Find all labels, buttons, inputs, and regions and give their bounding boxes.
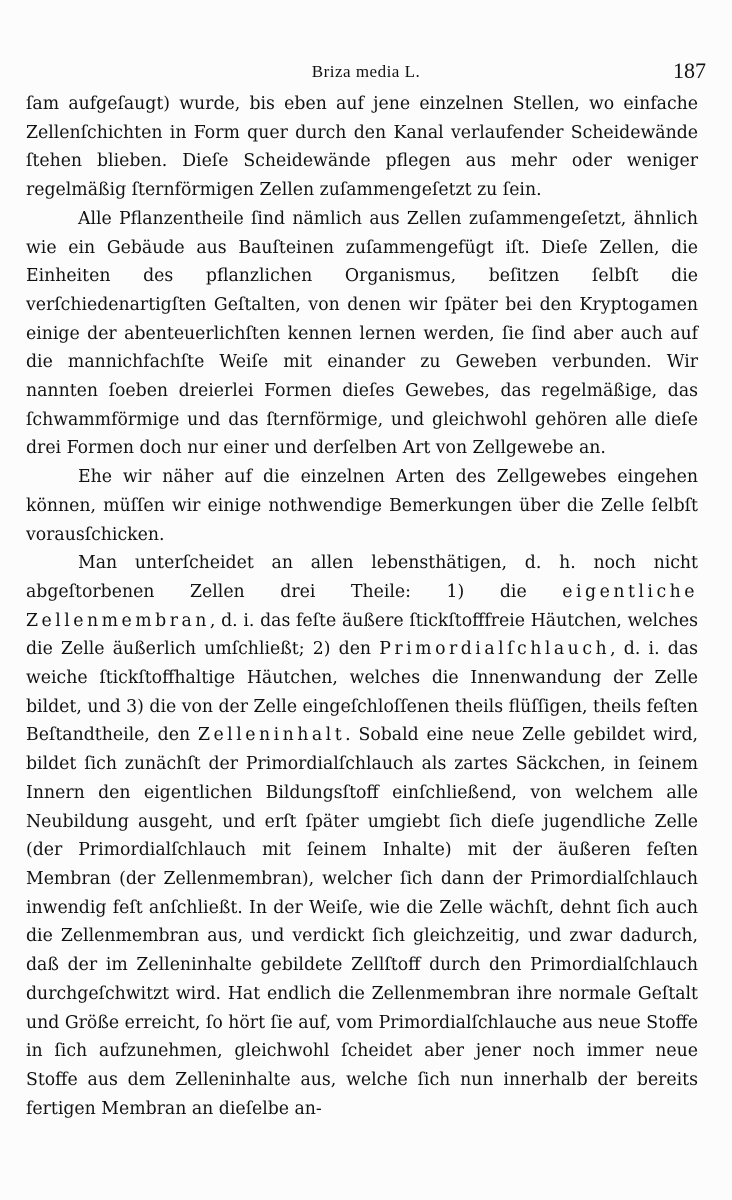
paragraph-text: Alle Pflanzentheile ſind nämlich aus Zellen zuſammengeſetzt, ähnlich wie ein Gebäude aus Bauſteinen zuſammengefügt iſt. Dieſe Zellen, die Einheiten des pflanzlichen Organismus, beſitzen ſelbſt die verſchiedenartigſten Geſtalten, von denen wir ſpäter bei den Kryptogamen einige der abenteuerlichſten kennen lernen werden, ſie ſind aber auch auf die mannichfachſte Weiſe mit einander zu Geweben verbunden. Wir nannten ſoeben dreierlei Formen dieſes Gewebes, das regelmäßige, das ſchwammförmige und das ſternförmige, und gleichwohl gehören alle dieſe drei Formen doch nur einer und derſelben Art von Zellgewebe an.: [26, 208, 698, 459]
paragraph-text: Ehe wir näher auf die einzelnen Arten des Zellgewebes eingehen können, müſſen wir einige nothwendige Bemerkungen über die Zelle ſelbſt vorausſchicken.: [26, 467, 698, 545]
paragraph-2: [26, 205, 698, 463]
paragraph-3: [26, 463, 698, 549]
spaced-term-zelleninhalt: Zelleninhalt: [197, 725, 346, 746]
page-number: 187: [673, 58, 706, 83]
paragraph-text: . Sobald eine neue Zelle gebildet wird, bildet ſich zunächſt der Primordialſchlauch als zartes Säckchen, in ſeinem Innern den eigentlichen Bildungsſtoff einſchließend, von welchem alle Neubildung ausgeht, und erſt ſpäter umgiebt ſich dieſe jugendliche Zelle (der Primordialſchlauch mit ſeinem Inhalte) mit der äußeren feſten Membran (der Zellenmembran), welcher ſich dann der Primordialſchlauch inwendig feſt anſchließt. In der Weiſe, wie die Zelle wächſt, dehnt ſich auch die Zellenmembran aus, und verdickt ſich gleichzeitig, und zwar dadurch, daß der im Zelleninhalte gebildete Zellſtoff durch den Primordialſchlauch durchgeſchwitzt wird. Hat endlich die Zellenmembran ihre normale Geſtalt und Größe erreicht, ſo hört ſie auf, vom Primordialſchlauche aus neue Stoffe in ſich aufzunehmen, gleichwohl ſcheidet aber jener noch immer neue Stoffe aus dem Zelleninhalte aus, welche ſich nun innerhalb der bereits fertigen Membran an dieſelbe an-: [26, 725, 698, 1119]
paragraph-text: Man unterſcheidet an allen lebensthätigen, d. h. noch nicht abgeſtorbenen Zellen drei Theile: 1) die: [26, 553, 698, 602]
paragraph-text: ſam aufgeſaugt) wurde, bis eben auf jene einzelnen Stellen, wo einfache Zellenſchichten in Form quer durch den Kanal verlaufender Scheidewände ſtehen blieben. Dieſe Scheidewände pflegen aus mehr oder weniger regelmäßig ſternförmigen Zellen zuſammengeſetzt zu ſein.: [26, 94, 698, 201]
paragraph-1: [26, 90, 698, 205]
spaced-term-zellenmembran: eigentliche Zellenmembran: [26, 581, 698, 631]
spaced-term-primordialschlauch: Primordialſchlauch: [379, 639, 611, 660]
paragraph-4: [26, 549, 698, 1123]
page-header: [0, 52, 732, 82]
body-text: [26, 90, 698, 1123]
paragraph-text: , d. i. das weiche ſtickſtoffhaltige Häutchen, welches die Innenwandung der Zelle bildet, und 3) die von der Zelle eingeſchloſſenen theils flüſſigen, theils feſten Beſtandtheile, den: [26, 639, 698, 746]
paragraph-text: , d. i. das feſte äußere ſtickſtofffreie Häutchen, welches die Zelle äußerlich umſchließt; 2) den: [26, 610, 698, 660]
running-title: Briza media L.: [311, 62, 421, 81]
